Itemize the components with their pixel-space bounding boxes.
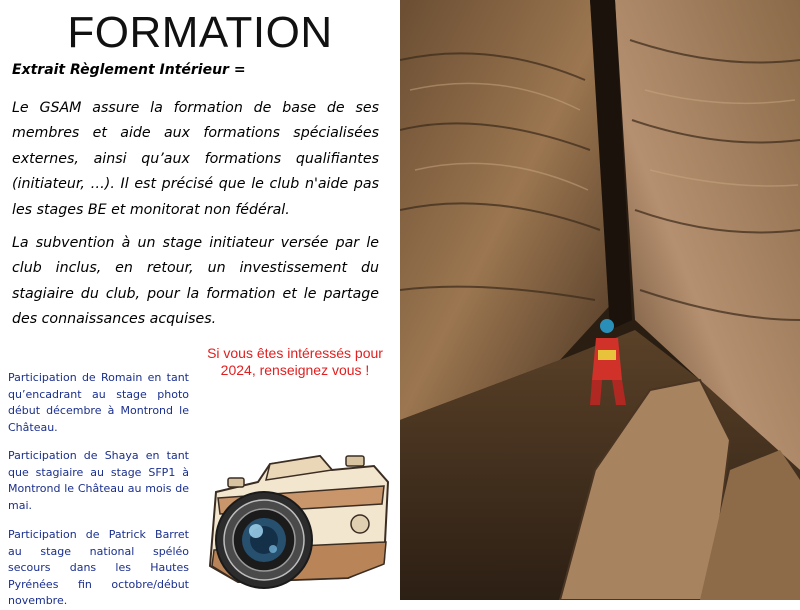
page-title: FORMATION [67, 8, 333, 57]
callout-text: Si vous êtes intéressés pour 2024, renseignez vous ! [207, 345, 383, 378]
participation-item: Participation de Romain en tant qu’encadrant au stage photo début décembre à Montrond le Château. [8, 371, 189, 434]
section-subtitle: Extrait Règlement Intérieur = [12, 62, 246, 78]
cave-photo-image [400, 0, 800, 600]
paragraph-formation: Le GSAM assure la formation de base de ses membres et aide aux formations spécialisées externes, ainsi qu’aux formations qualifiantes (initiateur, …). Il est précisé que le club n'aide pas les stages BE et monitorat non fédéral. [12, 100, 379, 218]
cave-photo [400, 0, 800, 600]
participation-item: Participation de Shaya en tant que stagiaire au stage SFP1 à Montrond le Château au mois de mai. [8, 449, 189, 512]
paragraph-subvention: La subvention à un stage initiateur versée par le club inclus, en retour, un investissement du stagiaire du club, pour la formation et le partage des connaissances acquises. [12, 235, 379, 328]
participation-item: Participation de Patrick Barret au stage national spéléo secours dans les Hautes Pyrénées fin octobre/début novembre. [8, 528, 189, 607]
camera-illustration [198, 442, 394, 592]
text-panel [0, 0, 400, 607]
